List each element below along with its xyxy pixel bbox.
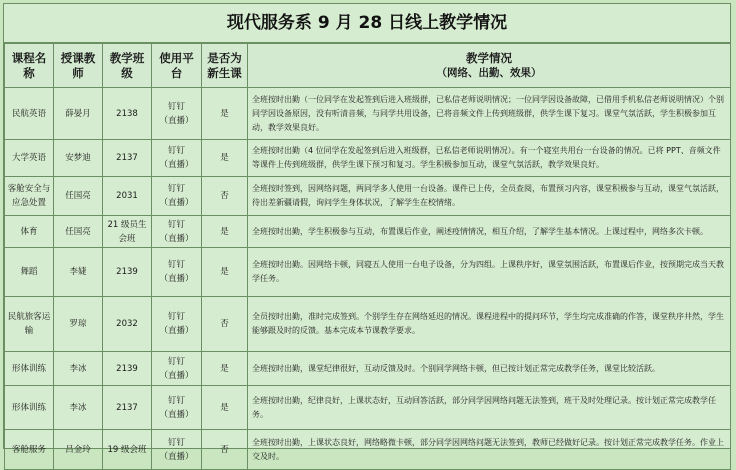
header-situation <box>248 44 731 88</box>
platform-cell <box>152 248 202 297</box>
situation-cell: 全班按时出勤，课堂纪律很好，互动反馈及时。个别同学网络卡顿，但已按计划正常完成教学任务，课堂比较活跃。 <box>248 352 731 386</box>
course-cell: 民航英语 <box>5 88 54 140</box>
course-cell: 民航旅客运输 <box>5 297 54 352</box>
table-row <box>5 88 731 140</box>
table-row <box>5 386 731 430</box>
situation-cell: 全班按时出勤（4 位同学在发起签到后进入班级群，已私信老师说明情况）。有一个寝室共用台一台设备的情况。已将 PPT、音频文件等课件上传到班级群，供学生课下预习和复习。学生积极参加互动，课堂气氛活跃，教学效果良好。 <box>248 140 731 177</box>
header-teacher: 授课教师 <box>54 44 103 88</box>
platform-cell <box>152 386 202 430</box>
teacher-cell: 李冰 <box>54 386 103 430</box>
header-situation-title: 教学情况 <box>466 50 512 65</box>
course-cell: 舞蹈 <box>5 248 54 297</box>
teacher-cell: 李婕 <box>54 248 103 297</box>
platform-cell <box>152 216 202 248</box>
table-row <box>5 352 731 386</box>
teacher-cell: 罗琼 <box>54 297 103 352</box>
new-course-cell: 否 <box>202 430 248 470</box>
platform-mode: （直播） <box>159 451 194 462</box>
situation-cell: 全班按时出勤，学生积极参与互动，布置课后作业，阐述疫情情况，相互介绍，了解学生基本情况。上课过程中，网络多次卡顿。 <box>248 216 731 248</box>
header-class: 教学班级 <box>103 44 152 88</box>
new-course-cell: 是 <box>202 216 248 248</box>
situation-cell: 全班按时签到，因网络问题，两同学多人使用一台设备。课件已上传，全员查阅，布置预习内容，课堂积极参与互动，课堂气氛活跃，待出差新疆请假，询问学生身体状况，了解学生在校情绪。 <box>248 177 731 216</box>
platform-name: 钉钉 <box>167 219 185 230</box>
platform-cell <box>152 140 202 177</box>
table-row <box>5 140 731 177</box>
platform-name: 钉钉 <box>167 260 185 270</box>
platform-mode: （直播） <box>159 274 194 284</box>
new-course-cell: 是 <box>202 386 248 430</box>
platform-name: 钉钉 <box>167 184 185 194</box>
report-sheet <box>3 3 731 462</box>
teacher-cell: 薛晏月 <box>54 88 103 140</box>
platform-cell <box>152 177 202 216</box>
platform-mode: （直播） <box>159 115 194 126</box>
platform-name: 钉钉 <box>167 101 185 112</box>
class-cell: 2137 <box>103 140 152 177</box>
course-cell: 客舱服务 <box>5 430 54 470</box>
table-row <box>5 430 731 470</box>
header-situation-sub: （网络、出勤、效果） <box>436 66 542 79</box>
platform-name: 钉钉 <box>167 312 185 322</box>
new-course-cell: 是 <box>202 352 248 386</box>
teacher-cell: 任国亮 <box>54 216 103 248</box>
table-row <box>5 177 731 216</box>
platform-mode: （直播） <box>159 160 194 170</box>
course-cell: 形体训练 <box>5 352 54 386</box>
class-cell: 2137 <box>103 386 152 430</box>
platform-cell <box>152 352 202 386</box>
teaching-table <box>4 43 731 470</box>
situation-cell: 全班按时出勤，纪律良好，上课状态好，互动回答活跃，部分同学因网络问题无法签到，班干及时处理记录。按计划正常完成教学任务。 <box>248 386 731 430</box>
class-cell: 2031 <box>103 177 152 216</box>
teacher-cell: 李冰 <box>54 352 103 386</box>
new-course-cell: 是 <box>202 88 248 140</box>
course-cell: 大学英语 <box>5 140 54 177</box>
teacher-cell: 任国亮 <box>54 177 103 216</box>
platform-mode: （直播） <box>159 326 194 336</box>
course-cell: 体育 <box>5 216 54 248</box>
situation-cell: 全班按时出勤，上课状态良好，网络略微卡顿，部分同学因网络问题无法签到，教师已经做好记录。按计划正常完成教学任务。作业上交及时。 <box>248 430 731 470</box>
header-course: 课程名称 <box>5 44 54 88</box>
platform-mode: （直播） <box>159 233 194 244</box>
platform-cell <box>152 297 202 352</box>
table-row <box>5 216 731 248</box>
platform-mode: （直播） <box>159 409 194 420</box>
teacher-cell: 吕金玲 <box>54 430 103 470</box>
platform-name: 钉钉 <box>167 356 185 367</box>
platform-name: 钉钉 <box>167 437 185 448</box>
class-cell: 21 级员生会班 <box>103 216 152 248</box>
situation-cell: 全班按时出勤。因网络卡顿，同寝五人使用一台电子设备，分为四组。上课秩序好，课堂氛围活跃，布置课后作业，按预期完成当天教学任务。 <box>248 248 731 297</box>
situation-cell: 全班按时出勤（一位同学在发起签到后进入班级群，已私信老师说明情况；一位同学因设备故障，已借用手机私信老师说明情况）个别同学因设备原因，没有听清音频，与同学共用设备，已将音频文件上传到班级群，供学生课下复习。课堂气氛活跃，学生积极参加互动，教学效果良好。 <box>248 88 731 140</box>
teacher-cell: 安梦迪 <box>54 140 103 177</box>
platform-name: 钉钉 <box>167 395 185 406</box>
header-platform: 使用平台 <box>152 44 202 88</box>
class-cell: 2139 <box>103 248 152 297</box>
new-course-cell: 是 <box>202 248 248 297</box>
course-cell: 形体训练 <box>5 386 54 430</box>
course-cell: 客舱安全与应急处置 <box>5 177 54 216</box>
new-course-cell: 是 <box>202 140 248 177</box>
platform-cell <box>152 430 202 470</box>
new-course-cell: 否 <box>202 177 248 216</box>
new-course-cell: 否 <box>202 297 248 352</box>
platform-mode: （直播） <box>159 198 194 208</box>
header-new-course: 是否为新生课 <box>202 44 248 88</box>
class-cell: 2139 <box>103 352 152 386</box>
platform-mode: （直播） <box>159 370 194 381</box>
table-row <box>5 297 731 352</box>
table-row <box>5 248 731 297</box>
report-title: 现代服务系 9 月 28 日线上教学情况 <box>4 4 730 43</box>
header-row <box>5 44 731 88</box>
class-cell: 19 级会班 <box>103 430 152 470</box>
situation-cell: 全员按时出勤，准时完成签到。个别学生存在网络延迟的情况。课程进程中的提问环节，学生均完成准确的作答，课堂秩序井然，学生能够跟及时的反馈。基本完成本节课教学要求。 <box>248 297 731 352</box>
platform-cell <box>152 88 202 140</box>
class-cell: 2138 <box>103 88 152 140</box>
platform-name: 钉钉 <box>167 146 185 156</box>
class-cell: 2032 <box>103 297 152 352</box>
